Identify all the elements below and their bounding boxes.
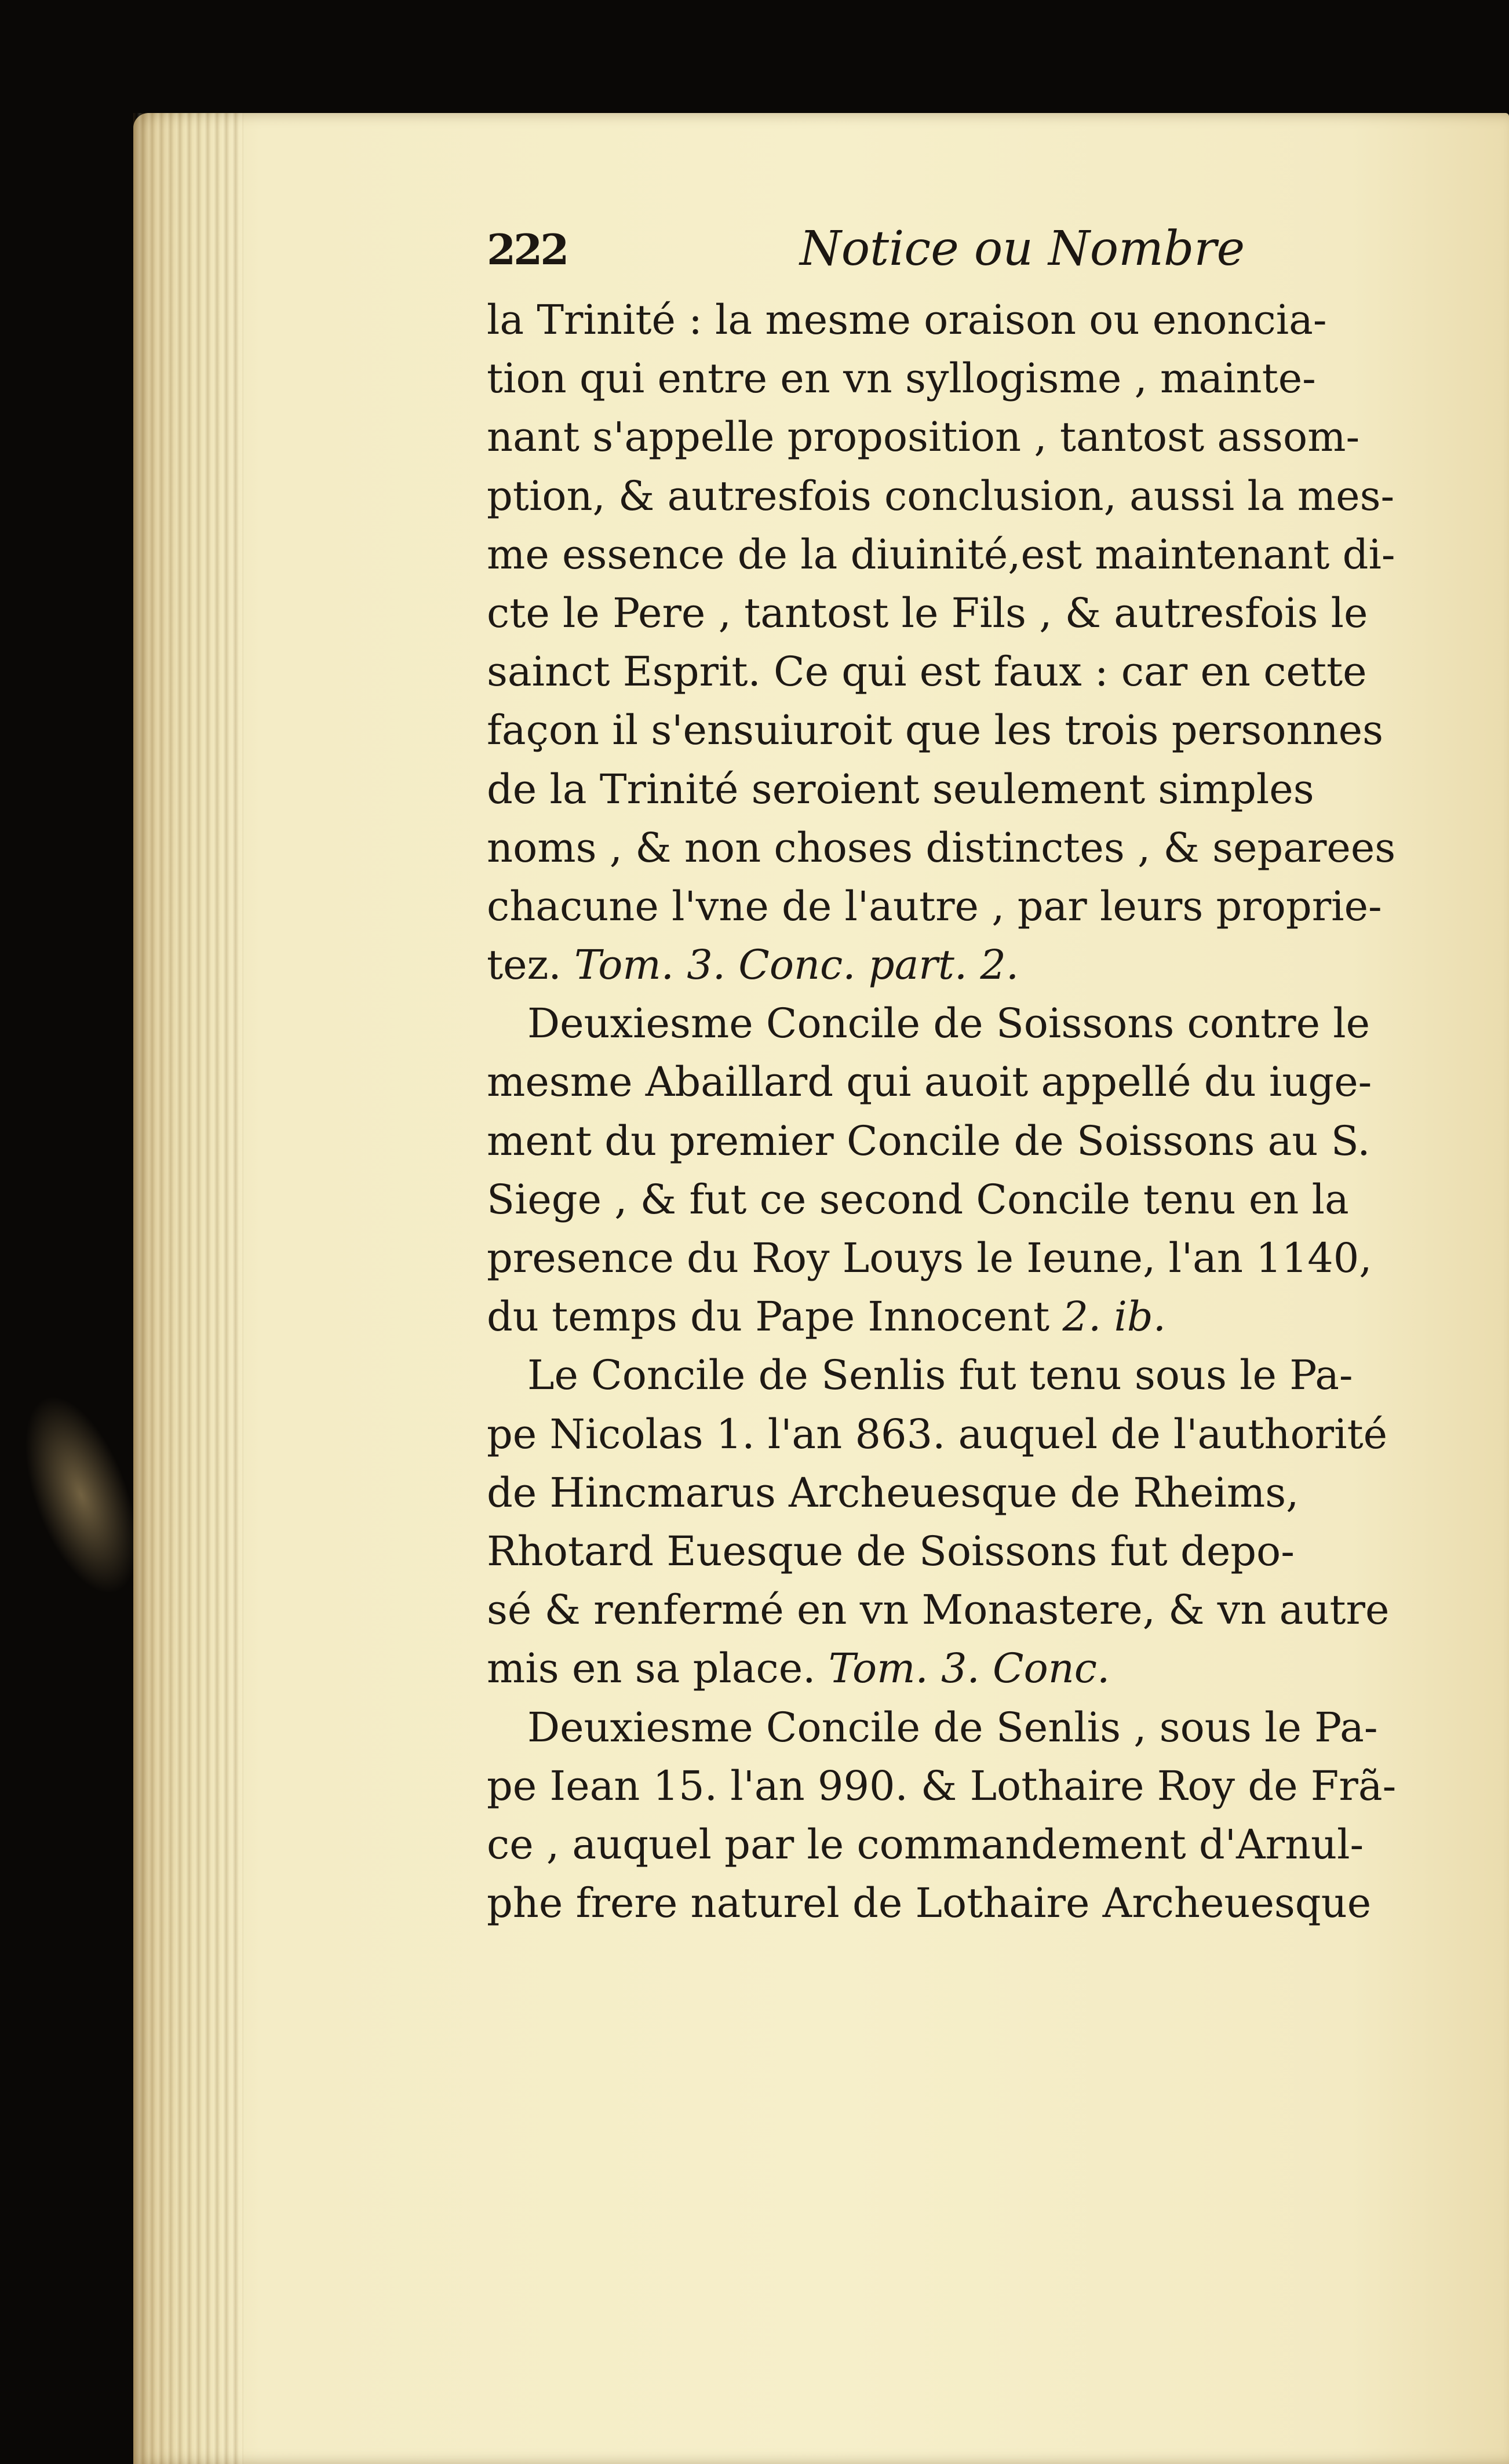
- text-line: noms , & non choses distinctes , & separees: [487, 823, 1396, 872]
- text-line: pe Iean 15. l'an 990. & Lothaire Roy de Frã-: [487, 1762, 1397, 1810]
- text-line: [487, 1288, 1460, 1346]
- text-line: mesme Abaillard qui auoit appellé du iuge-: [487, 1058, 1372, 1106]
- text-line: Le Concile de Senlis fut tenu sous le Pa-: [527, 1351, 1353, 1399]
- text-line: [487, 936, 1460, 994]
- text-line: Rhotard Euesque de Soissons fut depo-: [487, 1527, 1295, 1575]
- text-line: sainct Esprit. Ce qui est faux : car en cette: [487, 648, 1367, 696]
- running-title: Notice ou Nombre: [800, 221, 1245, 276]
- citation: 2. ib.: [1062, 1293, 1166, 1341]
- text-line: ment du premier Concile de Soissons au S.: [487, 1117, 1371, 1165]
- text-line: de la Trinité seroient seulement simples: [487, 765, 1314, 813]
- line-text: tez.: [487, 941, 562, 989]
- body-text: [487, 291, 1460, 1933]
- line-text: du temps du Pape Innocent: [487, 1293, 1050, 1341]
- text-line: ce , auquel par le commandement d'Arnul-: [487, 1820, 1364, 1868]
- text-line: ption, & autresfois conclusion, aussi la mes-: [487, 472, 1395, 520]
- text-line: tion qui entre en vn syllogisme , mainte-: [487, 355, 1316, 403]
- text-line: Deuxiesme Concile de Senlis , sous le Pa-: [527, 1703, 1378, 1751]
- text-line: sé & renfermé en vn Monastere, & vn autre: [487, 1586, 1390, 1634]
- text-line: Siege , & fut ce second Concile tenu en la: [487, 1175, 1349, 1223]
- text-line: façon il s'ensuiuroit que les trois personnes: [487, 706, 1384, 754]
- citation: Tom. 3. Conc. part. 2.: [574, 941, 1019, 989]
- text-line: de Hincmarus Archeuesque de Rheims,: [487, 1468, 1299, 1517]
- text-line: la Trinité : la mesme oraison ou enoncia-: [487, 296, 1327, 344]
- text-line: cte le Pere , tantost le Fils , & autresfois le: [487, 589, 1368, 637]
- text-line: pe Nicolas 1. l'an 863. auquel de l'authorité: [487, 1410, 1388, 1458]
- line-text: mis en sa place.: [487, 1645, 816, 1693]
- text-line: me essence de la diuinité,est maintenant di-: [487, 530, 1395, 578]
- text-line: chacune l'vne de l'autre , par leurs proprie-: [487, 882, 1382, 930]
- page-header: [487, 221, 1385, 294]
- text-line: phe frere naturel de Lothaire Archeuesque: [487, 1879, 1372, 1927]
- citation: Tom. 3. Conc.: [828, 1645, 1110, 1693]
- page-number: 222: [487, 225, 567, 274]
- text-line: Deuxiesme Concile de Soissons contre le: [527, 1000, 1371, 1048]
- text-line: presence du Roy Louys le Ieune, l'an 1140,: [487, 1234, 1372, 1282]
- text-line: nant s'appelle proposition , tantost assom-: [487, 413, 1360, 461]
- text-line: [487, 1639, 1460, 1698]
